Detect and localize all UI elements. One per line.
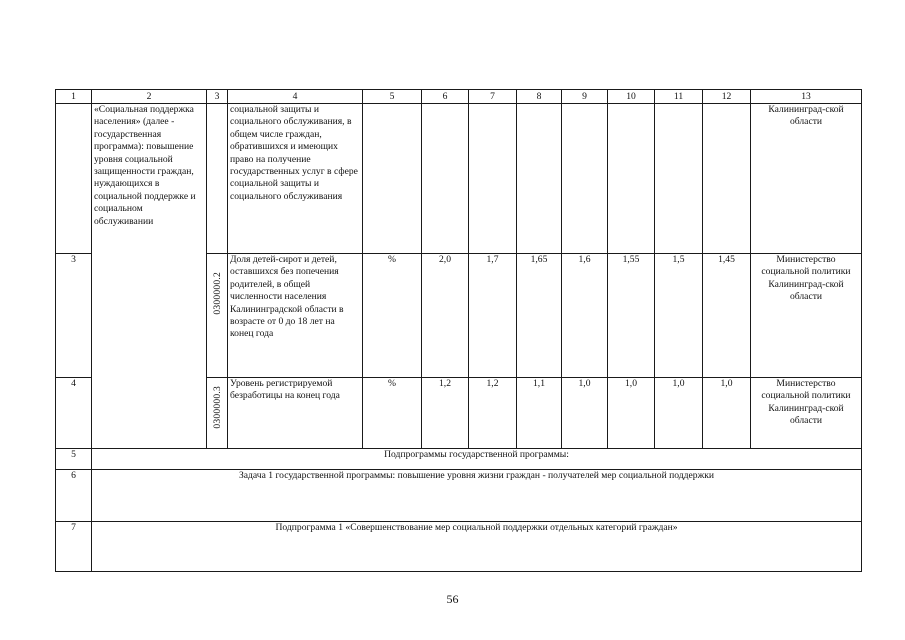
page-number: 56	[446, 592, 459, 606]
value-cell: 1,0	[655, 378, 703, 449]
column-number-header-row	[56, 90, 862, 104]
row-number-cell: 5	[56, 449, 92, 470]
value-cell: 1,7	[469, 254, 517, 378]
responsible-cell: Калининград-ской области	[751, 104, 862, 254]
indicator-code: 0300000.2	[212, 272, 223, 315]
column-header: 13	[751, 90, 862, 104]
value-cell	[517, 104, 562, 254]
column-header: 4	[228, 90, 363, 104]
value-cell	[655, 104, 703, 254]
value-cell: 1,0	[562, 378, 608, 449]
unit-cell	[363, 104, 422, 254]
column-header: 3	[207, 90, 228, 104]
column-header: 2	[92, 90, 207, 104]
value-cell: 1,45	[703, 254, 751, 378]
value-cell	[469, 104, 517, 254]
value-cell: 1,6	[562, 254, 608, 378]
subprogram-heading: Подпрограмма 1 «Совершенствование мер социальной поддержки отдельных категорий граждан»	[92, 522, 862, 572]
table-row	[56, 470, 862, 522]
value-cell	[608, 104, 655, 254]
column-header: 8	[517, 90, 562, 104]
value-cell: 1,55	[608, 254, 655, 378]
value-cell: 1,65	[517, 254, 562, 378]
table-row	[56, 449, 862, 470]
indicator-cell: Уровень регистрируемой безработицы на конец года	[228, 378, 363, 449]
program-indicators-table	[55, 89, 862, 572]
value-cell: 1,0	[608, 378, 655, 449]
table-row	[56, 522, 862, 572]
column-header: 11	[655, 90, 703, 104]
responsible-cell: Министерство социальной политики Калининград-ской области	[751, 254, 862, 378]
code-cell	[207, 378, 228, 449]
subprograms-heading: Подпрограммы государственной программы:	[92, 449, 862, 470]
column-header: 5	[363, 90, 422, 104]
value-cell: 2,0	[422, 254, 469, 378]
column-header: 12	[703, 90, 751, 104]
column-header: 1	[56, 90, 92, 104]
task-heading: Задача 1 государственной программы: повышение уровня жизни граждан - получателей мер социальной поддержки	[92, 470, 862, 522]
value-cell: 1,5	[655, 254, 703, 378]
column-header: 7	[469, 90, 517, 104]
indicator-cell: социальной защиты и социального обслуживания, в общем числе граждан, обратившихся и имеющих право на получение государственных услуг в сфере социальной защиты и социального обслуживания	[228, 104, 363, 254]
table-row	[56, 104, 862, 254]
unit-cell: %	[363, 378, 422, 449]
row-number-cell: 3	[56, 254, 92, 378]
code-cell	[207, 254, 228, 378]
column-header: 9	[562, 90, 608, 104]
row-number-cell: 4	[56, 378, 92, 449]
program-name-cell: «Социальная поддержка населения» (далее - государственная программа): повышение уровня социальной защищенности граждан, нуждающихся в социальной поддержке и социальном обслуживании	[92, 104, 207, 449]
value-cell: 1,2	[422, 378, 469, 449]
column-header: 10	[608, 90, 655, 104]
unit-cell: %	[363, 254, 422, 378]
row-number-cell: 7	[56, 522, 92, 572]
value-cell	[422, 104, 469, 254]
value-cell	[703, 104, 751, 254]
value-cell: 1,0	[703, 378, 751, 449]
responsible-cell: Министерство социальной политики Калининград-ской области	[751, 378, 862, 449]
indicator-cell: Доля детей-сирот и детей, оставшихся без попечения родителей, в общей численности населения Калининградской области в возрасте от 0 до 18 лет на конец года	[228, 254, 363, 378]
column-header: 6	[422, 90, 469, 104]
indicator-code: 0300000.3	[212, 386, 223, 429]
value-cell	[562, 104, 608, 254]
row-number-cell: 6	[56, 470, 92, 522]
value-cell: 1,2	[469, 378, 517, 449]
code-cell	[207, 104, 228, 254]
value-cell: 1,1	[517, 378, 562, 449]
row-number-cell	[56, 104, 92, 254]
